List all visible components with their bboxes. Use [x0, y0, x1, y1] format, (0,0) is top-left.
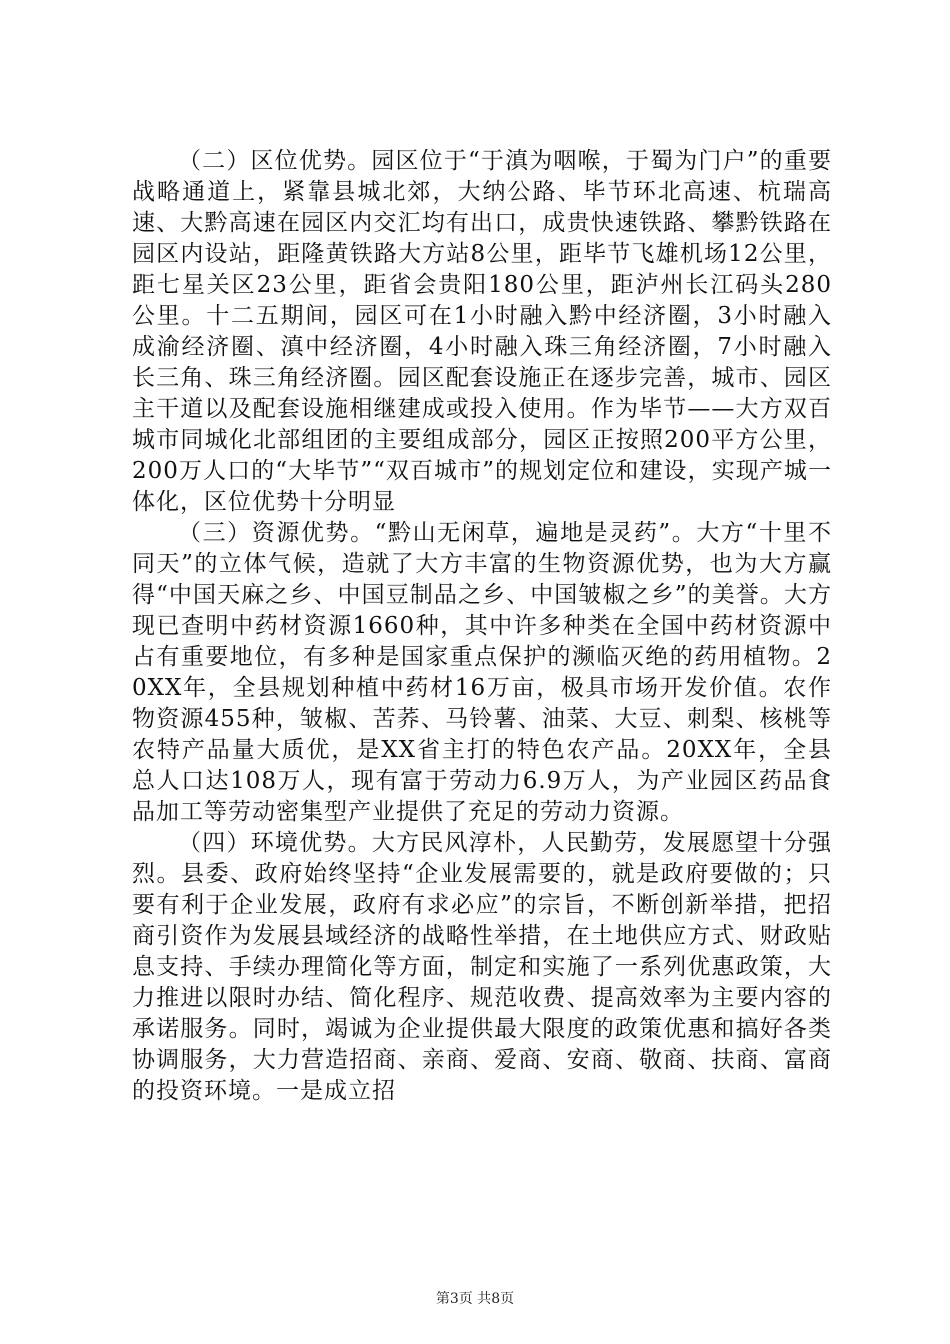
paragraph-location-advantage: （二）区位优势。园区位于“于滇为咽喉，于蜀为门户”的重要战略通道上，紧靠县城北郊，大纳公路、毕节环北高速、杭瑞高速、大黔高速在园区内交汇均有出口，成贵快速铁路、攀黔铁路在园区内设站，距隆黄铁路大方站8公里，距毕节飞雄机场12公里，距七星关区23公里，距省会贵阳180公里，距泸州长江码头280公里。十二五期间，园区可在1小时融入黔中经济圈，3小时融入成渝经济圈、滇中经济圈，4小时融入珠三角经济圈，7小时融入长三角、珠三角经济圈。园区配套设施正在逐步完善，城市、园区主干道以及配套设施相继建成或投入使用。作为毕节——大方双百城市同城化北部组团的主要组成部分，园区正按照200平方公里，200万人口的“大毕节”“双百城市”的规划定位和建设，实现产城一体化，区位优势十分明显 — [132, 148, 832, 515]
paragraph-resource-advantage: （三）资源优势。“黔山无闲草，遍地是灵药”。大方“十里不同天”的立体气候，造就了大方丰富的生物资源优势，也为大方赢得“中国天麻之乡、中国豆制品之乡、中国皱椒之乡”的美誉。大方现已查明中药材资源1660种，其中许多种类在全国中药材资源中占有重要地位，有多种是国家重点保护的濒临灭绝的药用植物。20XX年，全县规划种植中药材16万亩，极具市场开发价值。农作物资源455种，皱椒、苦荞、马铃薯、油菜、大豆、刺梨、核桃等农特产品量大质优，是XX省主打的特色农产品。20XX年，全县总人口达108万人，现有富于劳动力6.9万人，为产业园区药品食品加工等劳动密集型产业提供了充足的劳动力资源。 — [132, 520, 832, 825]
document-body — [132, 146, 832, 1107]
paragraph-environment-advantage: （四）环境优势。大方民风淳朴，人民勤劳，发展愿望十分强烈。县委、政府始终坚持“企业发展需要的，就是政府要做的；只要有利于企业发展，政府有求必应”的宗旨，不断创新举措，把招商引资作为发展县域经济的战略性举措，在土地供应方式、财政贴息支持、手续办理简化等方面，制定和实施了一系列优惠政策，大力推进以限时办结、简化程序、规范收费、提高效率为主要内容的承诺服务。同时，竭诚为企业提供最大限度的政策优惠和搞好各类协调服务，大力营造招商、亲商、爱商、安商、敬商、扶商、富商的投资环境。一是成立招 — [132, 830, 832, 1104]
page-footer: 第3页 共8页 — [435, 1291, 515, 1307]
